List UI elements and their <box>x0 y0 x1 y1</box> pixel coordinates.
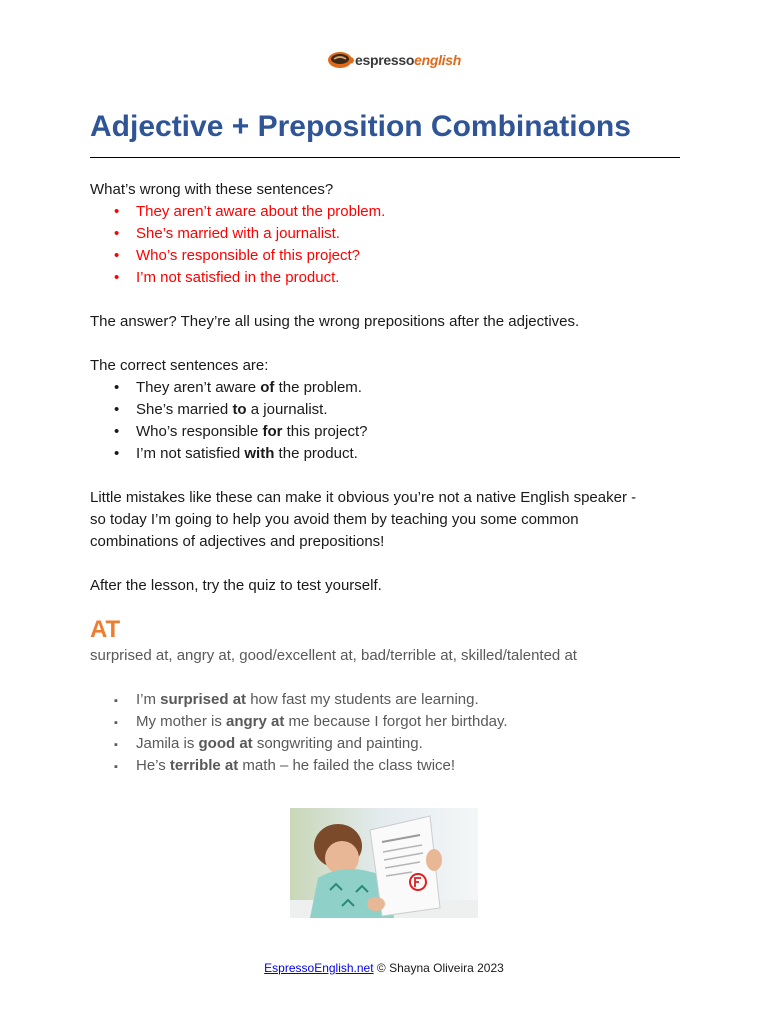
logo-wordmark: espressoenglish <box>355 52 462 68</box>
list-item: • She’s married to a journalist. <box>114 401 328 418</box>
list-item: • She’s married with a journalist. <box>114 225 340 242</box>
list-item: • Who’s responsible for this project? <box>114 423 368 440</box>
list-item: • They aren’t aware about the problem. <box>114 203 386 220</box>
list-item: ▪ My mother is angry at me because I forgot her birthday. <box>114 713 508 730</box>
mistakes-paragraph: Little mistakes like these can make it obvious you’re not a native English speaker - so today I’m going to help you avoid them by teaching you some common combinations of adjectives and prepositions! <box>90 489 637 550</box>
at-examples-list <box>90 689 690 777</box>
section-summary: surprised at, angry at, good/excellent at, bad/terrible at, skilled/talented at <box>90 647 577 664</box>
footer <box>0 961 768 975</box>
answer-paragraph: The answer? They’re all using the wrong prepositions after the adjectives. <box>90 313 580 330</box>
list-item: • They aren’t aware of the problem. <box>114 379 362 396</box>
list-item: • Who’s responsible of this project? <box>114 247 361 264</box>
espresso-english-logo <box>326 48 461 72</box>
espressoenglish-link[interactable]: EspressoEnglish.net <box>264 961 374 975</box>
copyright-text: © Shayna Oliveira 2023 <box>373 961 504 975</box>
list-item: ▪ I’m surprised at how fast my students are learning. <box>114 691 479 708</box>
page-title: Adjective + Preposition Combinations <box>90 110 631 143</box>
intro-question: What’s wrong with these sentences? <box>90 181 334 198</box>
list-item: ▪ He’s terrible at math – he failed the class twice! <box>114 757 456 774</box>
quiz-line: After the lesson, try the quiz to test yourself. <box>90 577 382 594</box>
student-failed-test-photo <box>290 808 478 918</box>
list-item: • I’m not satisfied in the product. <box>114 269 340 286</box>
list-item: • I’m not satisfied with the product. <box>114 445 358 462</box>
section-heading-at: AT <box>90 616 121 643</box>
lesson-body <box>90 179 690 777</box>
list-item: ▪ Jamila is good at songwriting and painting. <box>114 735 423 752</box>
wrong-sentences-list <box>90 201 690 289</box>
correct-sentences-list <box>90 377 690 465</box>
coffee-cup-logo-icon <box>326 50 354 70</box>
title-divider <box>90 157 680 158</box>
correct-intro: The correct sentences are: <box>90 357 269 374</box>
